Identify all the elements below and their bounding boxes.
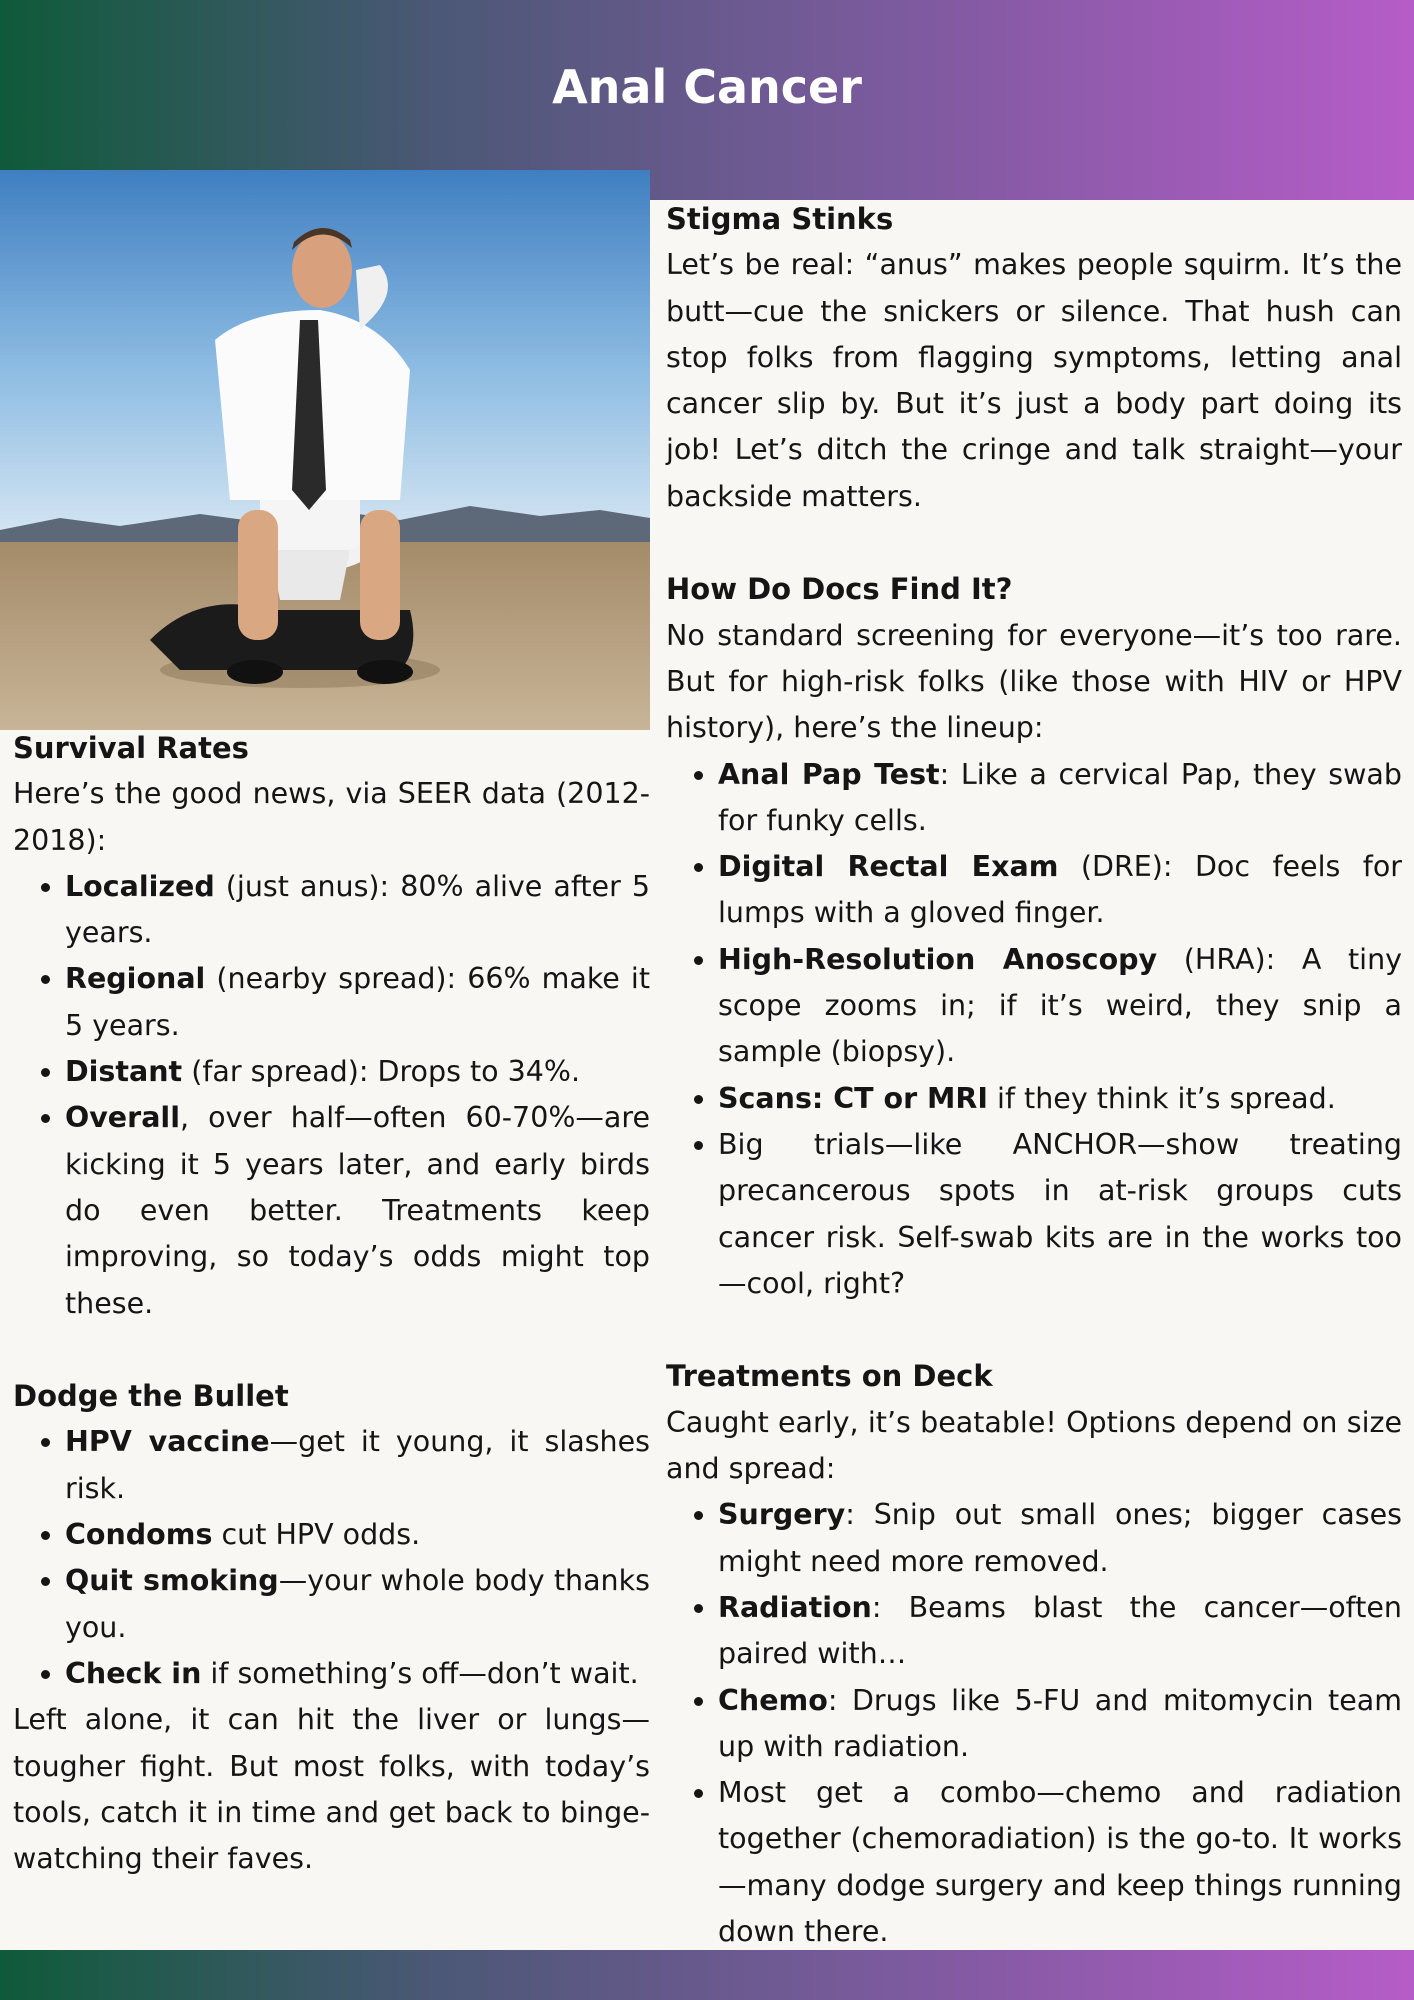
survival-heading: Survival Rates	[13, 731, 249, 765]
list-item: • Scans: CT or MRI if they think it’s spread.	[718, 1076, 1402, 1122]
page-title: Anal Cancer	[552, 60, 862, 114]
list-item: • Most get a combo—chemo and radiation together (chemoradiation) is the go-to. It works—many dodge surgery and keep things running down there.	[718, 1770, 1402, 1955]
left-column	[13, 725, 650, 1882]
list-item: • High-Resolution Anoscopy (HRA): A tiny scope zooms in; if it’s weird, they snip a sample (biopsy).	[718, 937, 1402, 1076]
survival-intro: Here’s the good news, via SEER data (2012-2018):	[13, 777, 650, 857]
stigma-heading: Stigma Stinks	[666, 202, 894, 236]
list-item: • Overall, over half—often 60-70%—are kicking it 5 years later, and early birds do even better. Treatments keep improving, so today’s odds might top these.	[65, 1095, 650, 1326]
list-item: • Anal Pap Test: Like a cervical Pap, they swab for funky cells.	[718, 752, 1402, 845]
list-item: • Condoms cut HPV odds.	[65, 1512, 650, 1558]
list-item: • Quit smoking—your whole body thanks you.	[65, 1558, 650, 1651]
list-item: • Digital Rectal Exam (DRE): Doc feels for lumps with a gloved finger.	[718, 844, 1402, 937]
find-heading: How Do Docs Find It?	[666, 572, 1013, 607]
list-item: • Localized (just anus): 80% alive after 5 years.	[65, 864, 650, 957]
list-item: • Distant (far spread): Drops to 34%.	[65, 1049, 650, 1095]
list-item: • Radiation: Beams blast the cancer—often paired with…	[718, 1585, 1402, 1678]
dodge-list	[13, 1419, 650, 1697]
treat-heading: Treatments on Deck	[666, 1359, 993, 1394]
find-list	[666, 752, 1402, 1308]
stigma-body: Let’s be real: “anus” makes people squirm. It’s the butt—cue the snickers or silence. That hush can stop folks from flagging symptoms, letting anal cancer slip by. But it’s just a body part doing its job! Let’s ditch the cringe and talk straight—your backside matters.	[666, 248, 1402, 513]
list-item: • Regional (nearby spread): 66% make it 5 years.	[65, 956, 650, 1049]
list-item: • Big trials—like ANCHOR—show treating precancerous spots in at-risk groups cuts cancer risk. Self-swab kits are in the works too—cool, right?	[718, 1122, 1402, 1307]
list-item: • Chemo: Drugs like 5-FU and mitomycin team up with radiation.	[718, 1678, 1402, 1771]
list-item: • HPV vaccine—get it young, it slashes risk.	[65, 1419, 650, 1512]
list-item: • Surgery: Snip out small ones; bigger cases might need more removed.	[718, 1492, 1402, 1585]
dodge-outro: Left alone, it can hit the liver or lungs—tougher fight. But most folks, with today’s tools, catch it in time and get back to binge-watching their faves.	[13, 1703, 650, 1876]
list-item: • Check in if something’s off—don’t wait.	[65, 1651, 650, 1697]
find-intro: No standard screening for everyone—it’s too rare. But for high-risk folks (like those with HIV or HPV history), here’s the lineup:	[666, 618, 1402, 745]
footer-banner	[0, 1950, 1414, 2000]
treat-intro: Caught early, it’s beatable! Options depend on size and spread:	[666, 1405, 1402, 1486]
toilet-desert-illustration	[0, 170, 650, 730]
right-column	[666, 196, 1402, 1955]
hero-photo	[0, 170, 650, 730]
dodge-heading: Dodge the Bullet	[13, 1379, 289, 1414]
treat-list	[666, 1492, 1402, 1955]
survival-list	[13, 864, 650, 1327]
